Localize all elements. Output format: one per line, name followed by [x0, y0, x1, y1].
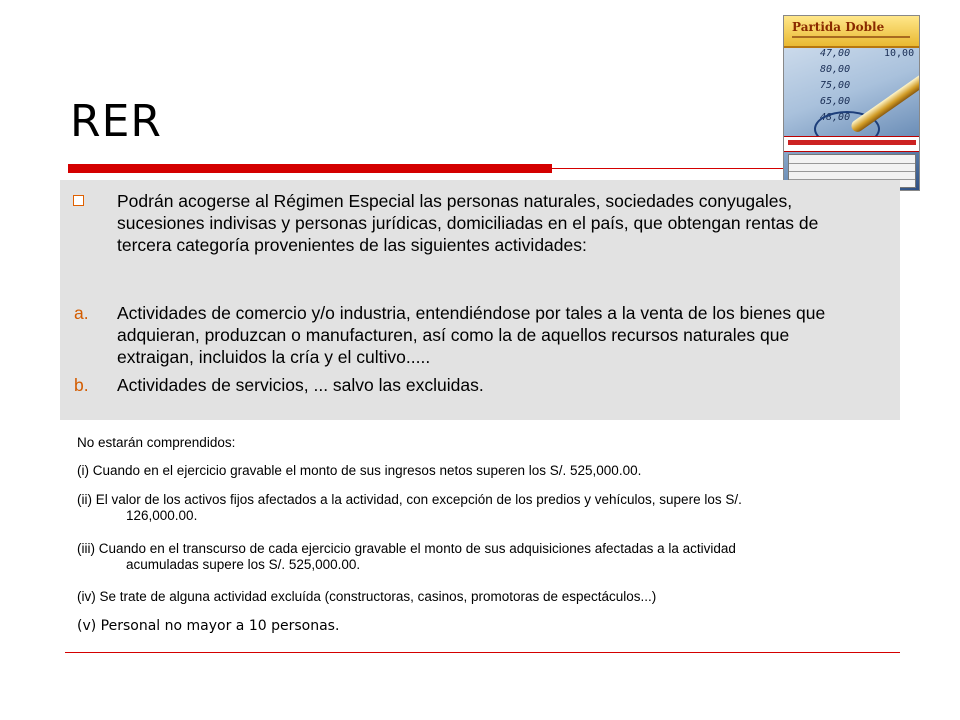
item-text: Actividades de servicios, ... salvo las excluidas.	[117, 375, 484, 395]
exclusion-iii	[77, 541, 877, 573]
book-cover-header	[784, 16, 919, 48]
intro-paragraph: Podrán acogerse al Régimen Especial las personas naturales, sociedades conyugales, sucesiones indivisas y personas jurídicas, domiciliadas en el país, que obtengan rentas de tercera categoría provenientes de las siguientes actividades:	[117, 191, 819, 255]
book-cover-number: 48,00	[820, 112, 851, 123]
item-marker: b.	[74, 375, 89, 395]
exclusion-i: (i) Cuando en el ejercicio gravable el monto de sus ingresos netos superen los S/. 525,000.00.	[77, 463, 642, 478]
exclusion-iii-line2: acumuladas supere los S/. 525,000.00.	[126, 557, 361, 572]
item-text: Actividades de comercio y/o industria, entendiéndose por tales a la venta de los bienes que adquieran, produzcan o manufacturen, así como la de aquellos recursos naturales que extraigan, incluidos la cría y el cultivo.....	[117, 303, 826, 367]
book-cover-image	[783, 15, 920, 191]
pen-icon	[849, 70, 920, 134]
slide-title: RER	[70, 96, 162, 147]
book-cover-number: 65,00	[820, 96, 851, 107]
exclusion-ii	[77, 492, 877, 524]
book-cover-title: Partida Doble	[792, 20, 885, 34]
exclusion-ii-line1: (ii) El valor de los activos fijos afectados a la actividad, con excepción de los predios y vehículos, supere los S/.	[77, 492, 742, 507]
item-marker: a.	[74, 303, 89, 323]
book-cover-side-number: 10,00	[884, 48, 915, 59]
title-underline	[68, 164, 552, 173]
square-bullet-icon	[73, 195, 84, 206]
exclusion-iv: (iv) Se trate de alguna actividad excluída (constructoras, casinos, promotoras de espectáculos...)	[77, 589, 657, 604]
book-cover-number: 80,00	[820, 64, 851, 75]
bottom-rule	[65, 652, 900, 653]
exclusion-iii-line1: (iii) Cuando en el transcurso de cada ejercicio gravable el monto de sus adquisiciones afectadas a la actividad	[77, 541, 736, 556]
book-cover-strip	[784, 136, 919, 152]
exclusion-ii-line2: 126,000.00.	[126, 508, 198, 523]
exclusion-v: (v) Personal no mayor a 10 personas.	[77, 618, 340, 634]
book-cover-number: 75,00	[820, 80, 851, 91]
exclusions-heading: No estarán comprendidos:	[77, 435, 236, 450]
book-cover-number: 47,00	[820, 48, 851, 59]
